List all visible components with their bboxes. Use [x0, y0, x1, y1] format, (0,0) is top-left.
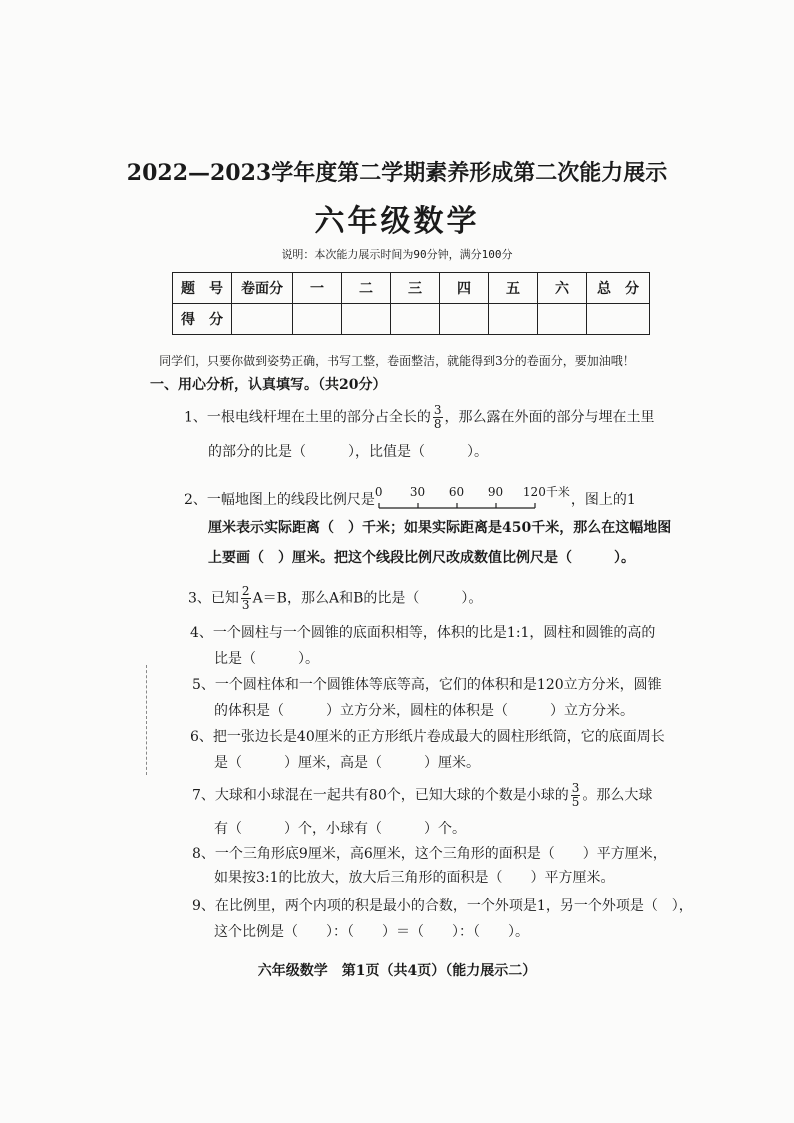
- question-2-text: ，图上的1: [570, 492, 636, 508]
- question-2-line-3: 上要画（ ）厘米。把这个线段比例尺改成数值比例尺是（ ）。: [208, 550, 635, 566]
- score-cell[interactable]: [587, 304, 650, 335]
- line-scale-bar: [375, 486, 571, 514]
- question-1-line-1: [184, 404, 655, 431]
- score-table-header-row: [173, 273, 650, 304]
- score-header-cell: 六: [538, 273, 587, 304]
- fraction: [241, 585, 251, 612]
- fraction-numerator: 3: [433, 403, 442, 417]
- question-5-line-1: 5、一个圆柱体和一个圆锥体等底等高，它们的体积和是120立方分米，圆锥: [192, 677, 662, 693]
- question-8-line-2: 如果按3:1的比放大，放大后三角形的面积是（ ）平方厘米。: [214, 870, 615, 886]
- score-row-label: 得 分: [173, 304, 232, 335]
- score-table-score-row: [173, 304, 650, 335]
- score-cell[interactable]: [538, 304, 587, 335]
- score-header-cell: 卷面分: [232, 273, 293, 304]
- question-6-line-2: 是（ ）厘米，高是（ ）厘米。: [214, 755, 480, 771]
- page-footer: 六年级数学 第1页（共4页）（能力展示二）: [257, 963, 537, 979]
- question-7-text: 7、大球和小球混在一起共有80个，已知大球的个数是小球的: [192, 787, 569, 804]
- question-3: [188, 585, 482, 612]
- question-9-line-1: 9、在比例里，两个内项的积是最小的合数，一个外项是1，另一个外项是（ ），: [192, 898, 693, 914]
- score-table: [172, 272, 650, 335]
- question-3-text: 3、已知: [188, 590, 239, 607]
- fraction-numerator: 2: [241, 584, 250, 598]
- score-cell[interactable]: [489, 304, 538, 335]
- score-header-cell: 二: [342, 273, 391, 304]
- scale-tick-label: 120千米: [522, 485, 570, 499]
- question-1-line-2: 的部分的比是（ ），比值是（ ）。: [208, 444, 488, 460]
- score-cell[interactable]: [391, 304, 440, 335]
- question-5-line-2: 的体积是（ ）立方分米，圆柱的体积是（ ）立方分米。: [214, 703, 634, 719]
- fraction-denominator: 3: [241, 598, 250, 612]
- scale-tick-label: 90: [487, 485, 504, 499]
- fraction: [571, 782, 581, 809]
- exam-subject-title: 六年级数学: [314, 204, 480, 239]
- scale-tick-label: 0: [374, 485, 383, 499]
- scale-tick-label: 60: [448, 485, 465, 499]
- scale-tick-label: 30: [409, 485, 426, 499]
- question-8-line-1: 8、一个三角形底9厘米，高6厘米，这个三角形的面积是（ ）平方厘米，: [192, 846, 667, 862]
- question-2-text: 2、一幅地图上的线段比例尺是: [184, 492, 375, 508]
- question-3-text: A＝B，那么A和B的比是（ ）。: [252, 590, 483, 607]
- score-header-cell: 三: [391, 273, 440, 304]
- section-heading: 一、用心分析，认真填写。（共20分）: [150, 377, 387, 393]
- score-header-cell: 一: [293, 273, 342, 304]
- score-header-cell: 五: [489, 273, 538, 304]
- question-9-line-2: 这个比例是（ ）：（ ）＝（ ）：（ ）。: [214, 924, 529, 940]
- score-header-cell: 四: [440, 273, 489, 304]
- fraction: [433, 404, 443, 431]
- question-2-line-1: [184, 486, 636, 514]
- question-4-line-1: 4、一个圆柱与一个圆锥的底面积相等，体积的比是1:1，圆柱和圆锥的高的: [190, 625, 656, 641]
- score-header-cell: 题 号: [173, 273, 232, 304]
- score-header-cell: 总 分: [587, 273, 650, 304]
- question-7-line-1: [192, 782, 652, 809]
- question-7-text: 。那么大球: [582, 787, 653, 804]
- score-cell[interactable]: [342, 304, 391, 335]
- exam-instructions: 说明：本次能力展示时间为90分钟，满分100分: [281, 248, 513, 261]
- fraction-numerator: 3: [571, 781, 580, 795]
- question-2-line-2: 厘米表示实际距离（ ）千米；如果实际距离是450千米，那么在这幅地图: [208, 520, 672, 536]
- score-cell[interactable]: [440, 304, 489, 335]
- question-1-text: ，那么露在外面的部分与埋在土里: [444, 409, 655, 426]
- question-4-line-2: 比是（ ）。: [214, 651, 319, 667]
- question-6-line-1: 6、把一张边长是40厘米的正方形纸片卷成最大的圆柱形纸筒，它的底面周长: [190, 729, 665, 745]
- question-1-text: 1、一根电线杆埋在土里的部分占全长的: [184, 409, 431, 426]
- question-7-line-2: 有（ ）个，小球有（ ）个。: [214, 821, 466, 837]
- score-cell[interactable]: [232, 304, 293, 335]
- fraction-denominator: 5: [571, 795, 580, 809]
- binding-dash-line: [146, 665, 147, 775]
- exam-title: 2022—2023学年度第二学期素养形成第二次能力展示: [126, 160, 668, 186]
- encouragement-text: 同学们，只要你做到姿势正确，书写工整，卷面整洁，就能得到3分的卷面分，要加油哦！: [159, 354, 635, 368]
- fraction-denominator: 8: [433, 417, 442, 431]
- score-cell[interactable]: [293, 304, 342, 335]
